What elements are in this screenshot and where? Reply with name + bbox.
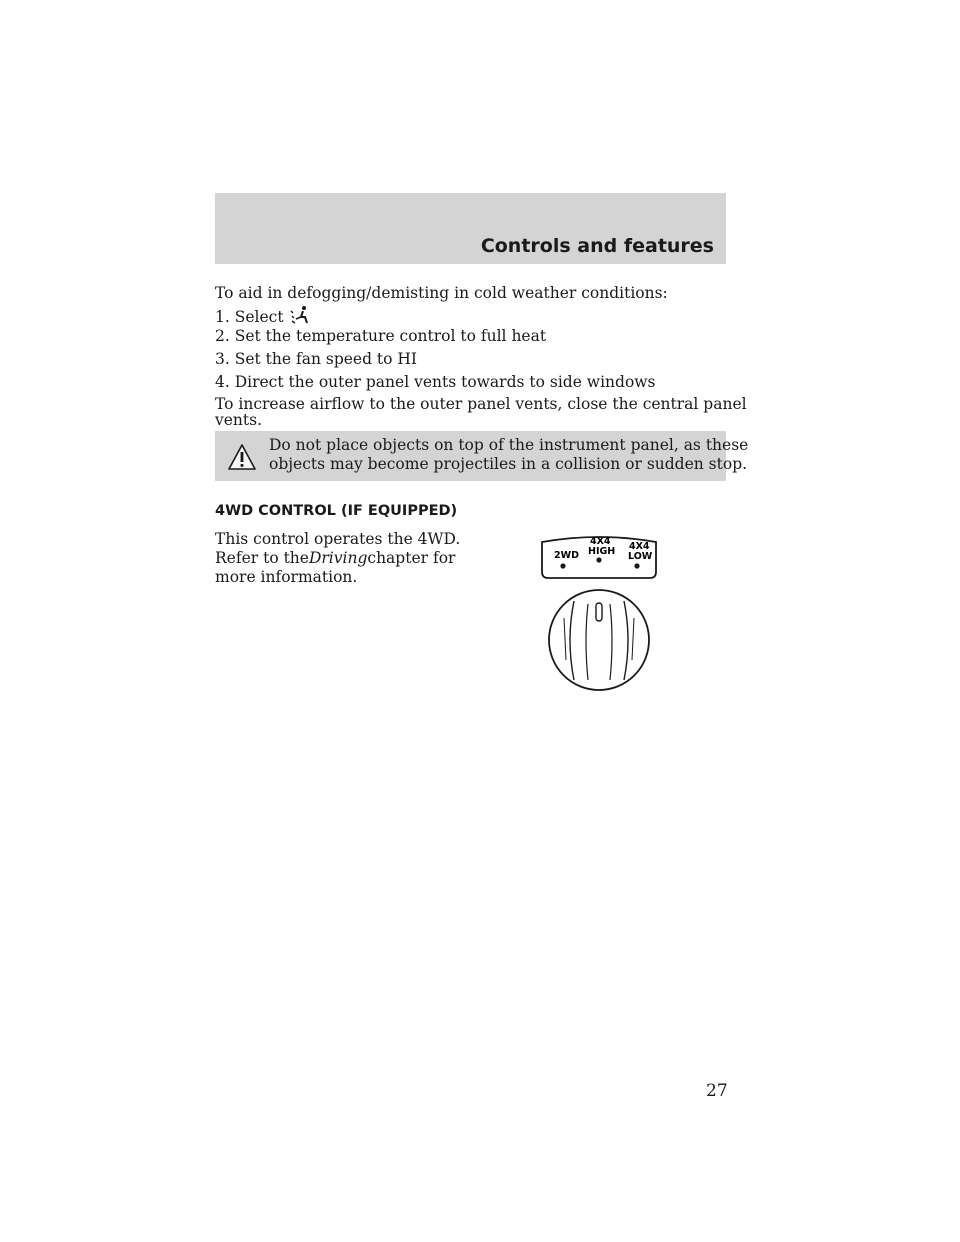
step-1 <box>215 305 314 327</box>
warning-box <box>215 431 749 481</box>
4wd-selector-diagram <box>536 530 662 698</box>
step-1-text: 1. Select <box>215 308 284 326</box>
4wd-line-1: This control operates the 4WD. <box>215 530 461 548</box>
page-number: 27 <box>706 1081 728 1101</box>
label-2wd: 2WD <box>554 550 579 561</box>
intro-text: To aid in defogging/demisting in cold weather conditions: <box>215 284 668 302</box>
4wd-paragraph <box>215 530 460 587</box>
label-4x4-low-bottom: LOW <box>628 551 653 562</box>
floor-defrost-mode-icon <box>290 305 314 325</box>
rotary-knob <box>549 590 649 690</box>
warning-triangle-icon <box>227 443 257 471</box>
step-2: 2. Set the temperature control to full heat <box>215 327 547 345</box>
label-4x4-high-top: 4X4 <box>590 536 611 547</box>
4wd-line-3: more information. <box>215 568 358 586</box>
4wd-line-2 <box>215 549 460 568</box>
airflow-line-2: vents. <box>215 411 263 429</box>
indicator-dot-4x4-high <box>596 557 601 562</box>
warning-line-2: objects may become projectiles in a collision or sudden stop. <box>269 455 748 473</box>
section-heading-4wd: 4WD CONTROL (IF EQUIPPED) <box>215 503 458 519</box>
indicator-dot-2wd <box>560 563 565 568</box>
driving-chapter-reference: Driving <box>308 549 368 567</box>
step-4: 4. Direct the outer panel vents towards to side windows <box>215 373 656 391</box>
label-4x4-high-bottom: HIGH <box>588 546 616 557</box>
header-band <box>215 193 726 264</box>
4wd-line-2-suffix: chapter for <box>367 549 456 567</box>
4wd-line-2-prefix: Refer to the <box>215 549 309 567</box>
label-4x4-low-top: 4X4 <box>629 541 650 552</box>
indicator-dot-4x4-low <box>634 563 639 568</box>
warning-line-1: Do not place objects on top of the instrument panel, as these <box>269 436 749 454</box>
step-3: 3. Set the fan speed to HI <box>215 350 418 368</box>
airflow-line-1: To increase airflow to the outer panel vents, close the central panel <box>215 395 747 413</box>
warning-text <box>269 436 748 474</box>
page-title: Controls and features <box>480 235 714 257</box>
